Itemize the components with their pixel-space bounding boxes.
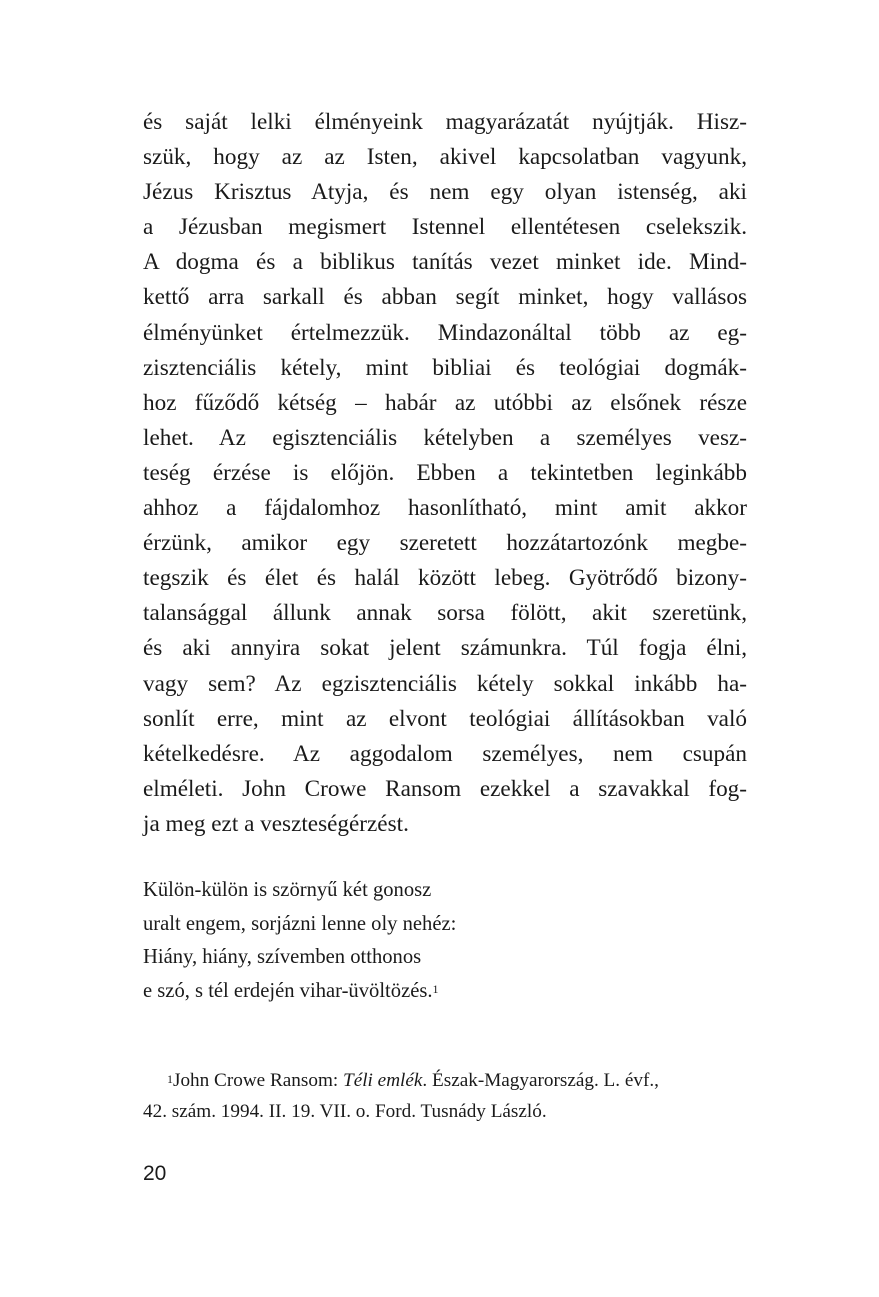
footnote-author: John Crowe Ransom:	[173, 1070, 344, 1091]
text-line: hoz fűződő kétség – habár az utóbbi az elsőnek része	[143, 389, 747, 416]
poem-line: Hiány, hiány, szívemben otthonos	[143, 946, 422, 969]
text-line: ahhoz a fájdalomhoz hasonlítható, mint amit akkor	[143, 495, 747, 522]
page-number: 20	[143, 1162, 167, 1185]
text-line: A dogma és a biblikus tanítás vezet minket ide. Mind-	[143, 249, 747, 276]
text-line: tegszik és élet és halál között lebeg. Gyötrődő bizony-	[143, 565, 747, 592]
text-line: sonlít erre, mint az elvont teológiai állításokban való	[143, 705, 747, 732]
poem-line: Külön-külön is szörnyű két gonosz	[143, 879, 432, 901]
footnote-source: . Észak-Magyarország. L. évf.,	[422, 1070, 659, 1091]
footnote-title: Téli emlék	[343, 1070, 423, 1091]
poem-line: uralt engem, sorjázni lenne oly nehéz:	[143, 912, 457, 935]
footnote-line	[143, 1066, 747, 1097]
text-line: Jézus Krisztus Atyja, és nem egy olyan istenség, aki	[143, 179, 747, 206]
text-line: lehet. Az egisztenciális kételyben a személyes vesz-	[143, 424, 747, 451]
text-line: teség érzése is előjön. Ebben a tekintetben leginkább	[143, 459, 747, 486]
footnote-line: 42. szám. 1994. II. 19. VII. o. Ford. Tusnády László.	[143, 1100, 547, 1122]
text-line: kettő arra sarkall és abban segít minket, hogy vallásos	[143, 284, 747, 311]
poem-line-text: e szó, s tél erdején vihar-üvöltözés.	[143, 980, 433, 1003]
footnote-reference[interactable]: 1	[432, 982, 439, 997]
text-line: a Jézusban megismert Istennel ellentétesen cselekszik.	[143, 214, 747, 241]
text-line: talansággal állunk annak sorsa fölött, akit szeretünk,	[143, 600, 747, 627]
poem-line-with-note	[143, 975, 747, 1009]
footnote-marker: 1	[167, 1072, 173, 1086]
body-paragraph	[143, 105, 747, 842]
footnote	[143, 1066, 747, 1127]
text-line: és aki annyira sokat jelent számunkra. Túl fogja élni,	[143, 635, 747, 662]
text-line: érzünk, amikor egy szeretett hozzátartozónk megbe-	[143, 530, 747, 557]
text-line: ja meg ezt a veszteségérzést.	[143, 810, 409, 837]
text-line: élményünket értelmezzük. Mindazonáltal több az eg-	[143, 319, 747, 346]
text-line: zisztenciális kétely, mint bibliai és teológiai dogmák-	[143, 354, 747, 381]
text-line: elméleti. John Crowe Ransom ezekkel a szavakkal fog-	[143, 775, 747, 802]
poem-quote	[143, 874, 747, 1009]
text-line: kételkedésre. Az aggodalom személyes, nem csupán	[143, 740, 747, 767]
text-line: szük, hogy az az Isten, akivel kapcsolatban vagyunk,	[143, 144, 747, 171]
text-line: vagy sem? Az egzisztenciális kétely sokkal inkább ha-	[143, 670, 747, 697]
text-line: és saját lelki élményeink magyarázatát nyújtják. Hisz-	[143, 109, 747, 135]
